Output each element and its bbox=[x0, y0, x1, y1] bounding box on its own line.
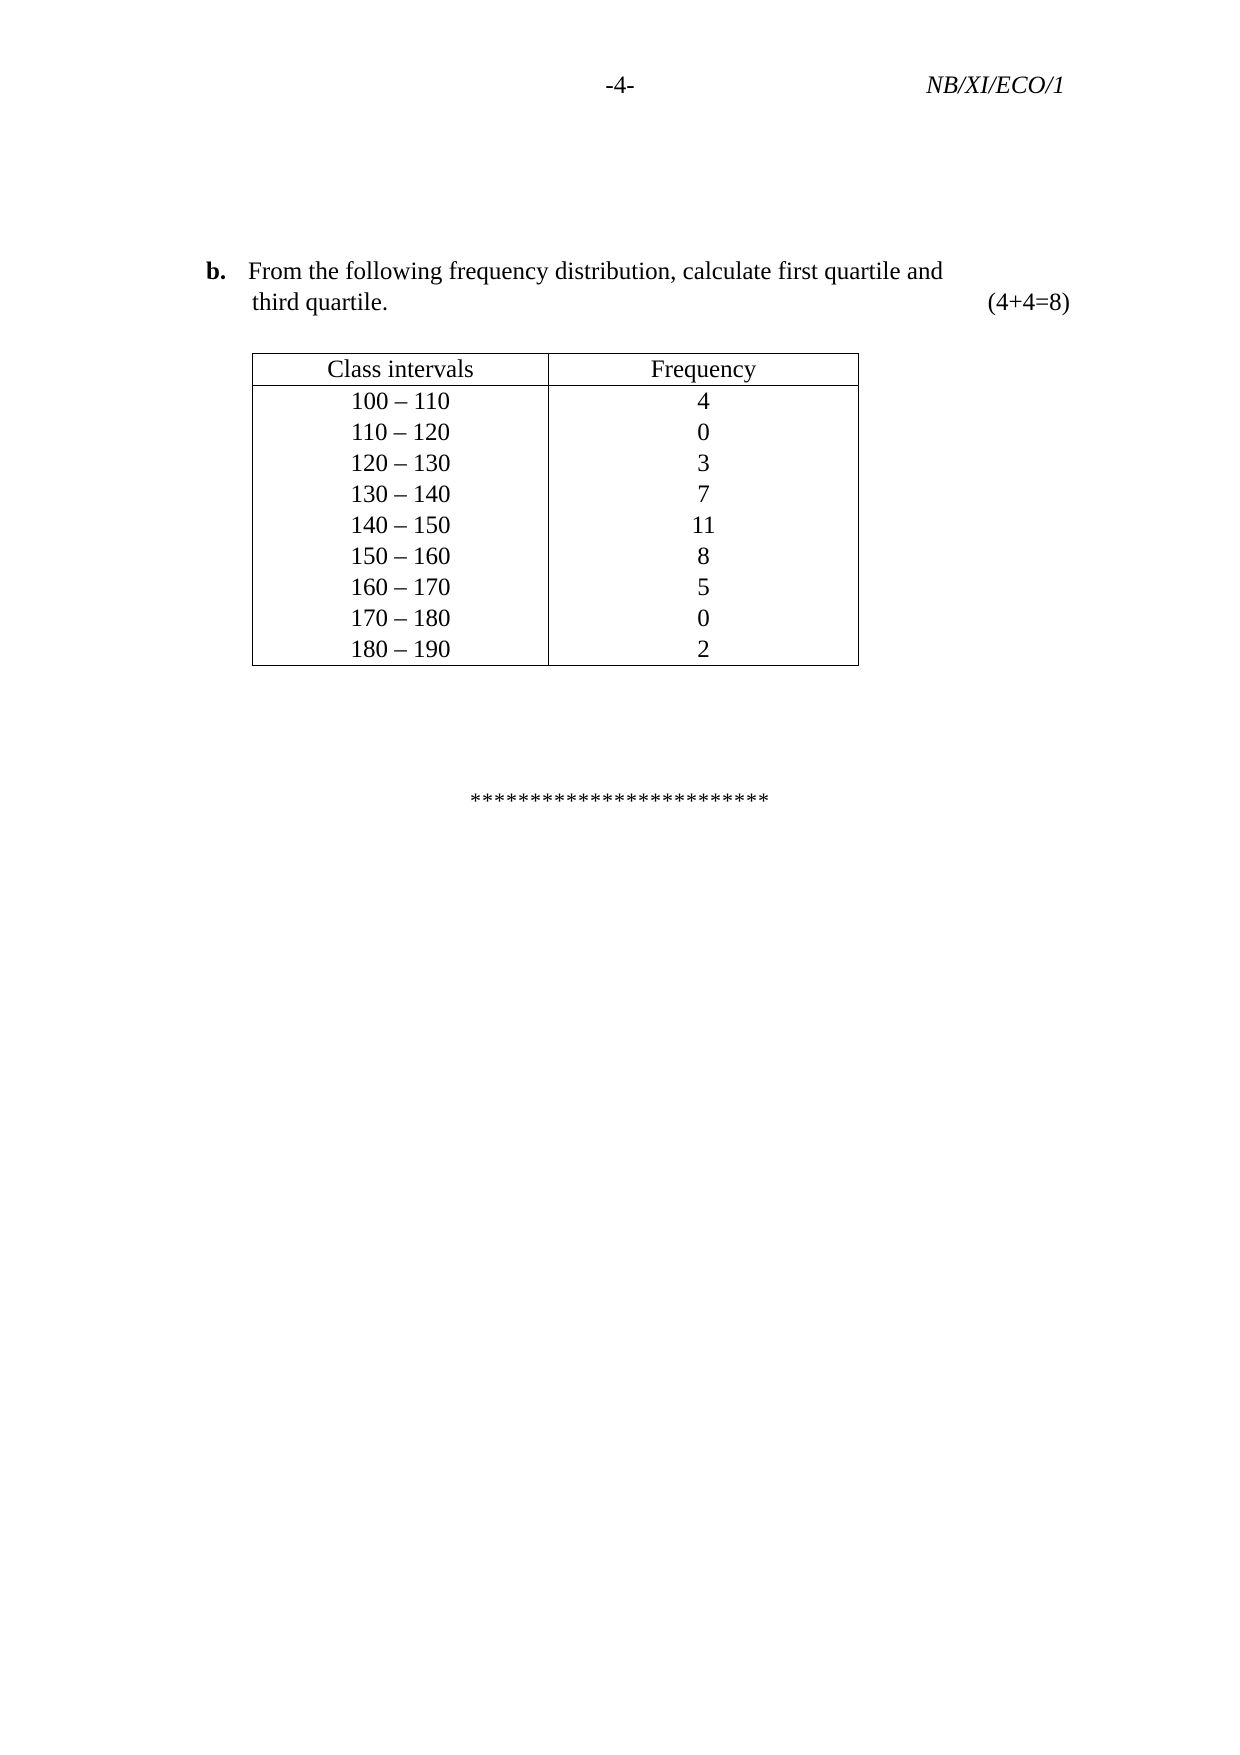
question-text-line1: From the following frequency distribution, calculate first quartile and bbox=[248, 258, 943, 285]
table-row bbox=[253, 448, 859, 479]
class-interval-cell: 150 – 160 bbox=[253, 541, 549, 572]
table-row bbox=[253, 417, 859, 448]
table-row bbox=[253, 572, 859, 603]
class-interval-cell: 120 – 130 bbox=[253, 448, 549, 479]
frequency-cell: 11 bbox=[549, 510, 859, 541]
class-interval-cell: 110 – 120 bbox=[253, 417, 549, 448]
frequency-cell: 0 bbox=[549, 417, 859, 448]
paper-code: NB/XI/ECO/1 bbox=[926, 72, 1065, 99]
table-row bbox=[253, 634, 859, 666]
table-row bbox=[253, 603, 859, 634]
frequency-cell: 5 bbox=[549, 572, 859, 603]
frequency-cell: 2 bbox=[549, 634, 859, 666]
question-label: b. bbox=[206, 258, 227, 285]
question-text-line2: third quartile. bbox=[252, 289, 389, 316]
end-of-paper-marker: ************************* bbox=[470, 788, 770, 813]
table-row bbox=[253, 510, 859, 541]
table-row bbox=[253, 479, 859, 510]
class-interval-cell: 160 – 170 bbox=[253, 572, 549, 603]
question-marks: (4+4=8) bbox=[987, 289, 1070, 316]
class-interval-cell: 140 – 150 bbox=[253, 510, 549, 541]
frequency-table bbox=[252, 353, 859, 666]
class-interval-cell: 130 – 140 bbox=[253, 479, 549, 510]
class-interval-cell: 170 – 180 bbox=[253, 603, 549, 634]
frequency-cell: 7 bbox=[549, 479, 859, 510]
column-header-frequency: Frequency bbox=[549, 354, 859, 386]
table-row bbox=[253, 541, 859, 572]
page-number: -4- bbox=[605, 72, 635, 99]
class-interval-cell: 100 – 110 bbox=[253, 386, 549, 418]
column-header-class-intervals: Class intervals bbox=[253, 354, 549, 386]
table-row bbox=[253, 386, 859, 418]
frequency-cell: 0 bbox=[549, 603, 859, 634]
table-header-row bbox=[253, 354, 859, 386]
frequency-cell: 3 bbox=[549, 448, 859, 479]
frequency-cell: 8 bbox=[549, 541, 859, 572]
frequency-cell: 4 bbox=[549, 386, 859, 418]
class-interval-cell: 180 – 190 bbox=[253, 634, 549, 666]
